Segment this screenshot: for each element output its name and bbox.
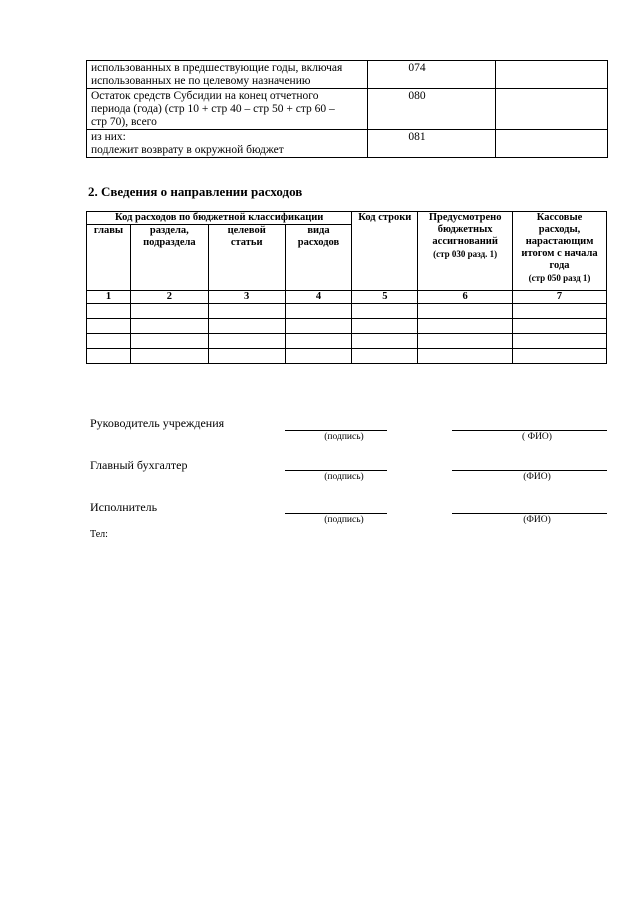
table-cell[interactable] (418, 304, 513, 319)
table-cell[interactable] (130, 319, 208, 334)
section-header: раздела, подраздела (130, 225, 208, 291)
chapter-header: главы (87, 225, 131, 291)
table-cell[interactable] (130, 349, 208, 364)
description-line: периода (года) (стр 10 + стр 40 – стр 50 + стр 60 – (91, 103, 335, 115)
signature-caption: (подпись) (324, 515, 364, 525)
signature-line[interactable] (285, 430, 387, 431)
section-heading: 2. Сведения о направлении расходов (88, 184, 303, 199)
description-line: стр 70), всего (91, 116, 157, 128)
row-code: 074 (368, 61, 495, 89)
table-row (87, 61, 608, 89)
row-description (87, 61, 368, 89)
table-cell[interactable] (285, 304, 352, 319)
table-row (87, 304, 607, 319)
table-cell[interactable] (285, 334, 352, 349)
expense-direction-table (86, 211, 607, 364)
row-description (87, 130, 368, 158)
signature-role: Исполнитель (90, 500, 158, 514)
signature-role: Главный бухгалтер (90, 458, 188, 472)
table-cell[interactable] (418, 319, 513, 334)
column-number: 7 (513, 291, 607, 304)
table-row (87, 334, 607, 349)
name-caption: (ФИО) (523, 472, 551, 482)
table-cell[interactable] (285, 349, 352, 364)
table-cell[interactable] (208, 349, 285, 364)
table-cell[interactable] (352, 349, 418, 364)
table-cell[interactable] (352, 304, 418, 319)
table-cell[interactable] (513, 319, 607, 334)
table-row (87, 319, 607, 334)
table-cell[interactable] (418, 334, 513, 349)
target-item-header: целевой статьи (208, 225, 285, 291)
table-cell[interactable] (87, 349, 131, 364)
planned-header-text: Предусмотрено бюджетных ассигнований (428, 212, 502, 247)
table-cell[interactable] (87, 304, 131, 319)
name-line[interactable] (452, 470, 607, 471)
column-number: 5 (352, 291, 418, 304)
row-code: 080 (368, 89, 495, 130)
budget-classification-header: Код расходов по бюджетной классификации (87, 212, 352, 225)
table-cell[interactable] (352, 334, 418, 349)
table-cell[interactable] (418, 349, 513, 364)
column-number: 1 (87, 291, 131, 304)
column-number: 3 (208, 291, 285, 304)
row-value (495, 130, 607, 158)
signature-caption: (подпись) (324, 432, 364, 442)
row-value (495, 61, 607, 89)
table-cell[interactable] (87, 319, 131, 334)
table-cell[interactable] (208, 334, 285, 349)
planned-header-note: (стр 030 разд. 1) (433, 249, 498, 259)
cash-header-text: Кассовые расходы, нарастающим итогом с начала года (521, 212, 598, 271)
table-cell[interactable] (130, 304, 208, 319)
table-row (87, 130, 608, 158)
table-cell[interactable] (285, 319, 352, 334)
empty-rows (87, 304, 607, 364)
signature-caption: (подпись) (324, 472, 364, 482)
column-number: 6 (418, 291, 513, 304)
table-cell[interactable] (513, 334, 607, 349)
description-line: подлежит возврату в окружной бюджет (91, 144, 284, 156)
description-line: использованных не по целевому назначению (91, 75, 311, 87)
line-code-header: Код строки (352, 212, 418, 291)
cash-expenses-header (513, 212, 607, 291)
table-row (87, 89, 608, 130)
table-cell[interactable] (130, 334, 208, 349)
row-value (495, 89, 607, 130)
signature-line[interactable] (285, 470, 387, 471)
description-line: из них: (91, 131, 126, 143)
table-cell[interactable] (208, 304, 285, 319)
row-description (87, 89, 368, 130)
table-cell[interactable] (87, 334, 131, 349)
name-line[interactable] (452, 513, 607, 514)
subsidy-balance-table (86, 60, 608, 158)
row-code: 081 (368, 130, 495, 158)
name-caption: (ФИО) (523, 515, 551, 525)
description-line: использованных в предшествующие годы, включая (91, 62, 343, 74)
name-caption: ( ФИО) (522, 432, 552, 442)
cash-header-note: (стр 050 разд 1) (528, 273, 591, 283)
table-cell[interactable] (208, 319, 285, 334)
description-line: Остаток средств Субсидии на конец отчетного (91, 90, 319, 102)
phone-label: Тел: (90, 529, 108, 540)
header-row (87, 212, 607, 225)
expense-type-header: вида расходов (285, 225, 352, 291)
planned-allocations-header (418, 212, 513, 291)
name-line[interactable] (452, 430, 607, 431)
signature-line[interactable] (285, 513, 387, 514)
table-cell[interactable] (513, 349, 607, 364)
column-number: 4 (285, 291, 352, 304)
table-row (87, 349, 607, 364)
table-cell[interactable] (352, 319, 418, 334)
signature-role: Руководитель учреждения (90, 416, 225, 430)
column-number: 2 (130, 291, 208, 304)
column-numbers-row (87, 291, 607, 304)
table-cell[interactable] (513, 304, 607, 319)
